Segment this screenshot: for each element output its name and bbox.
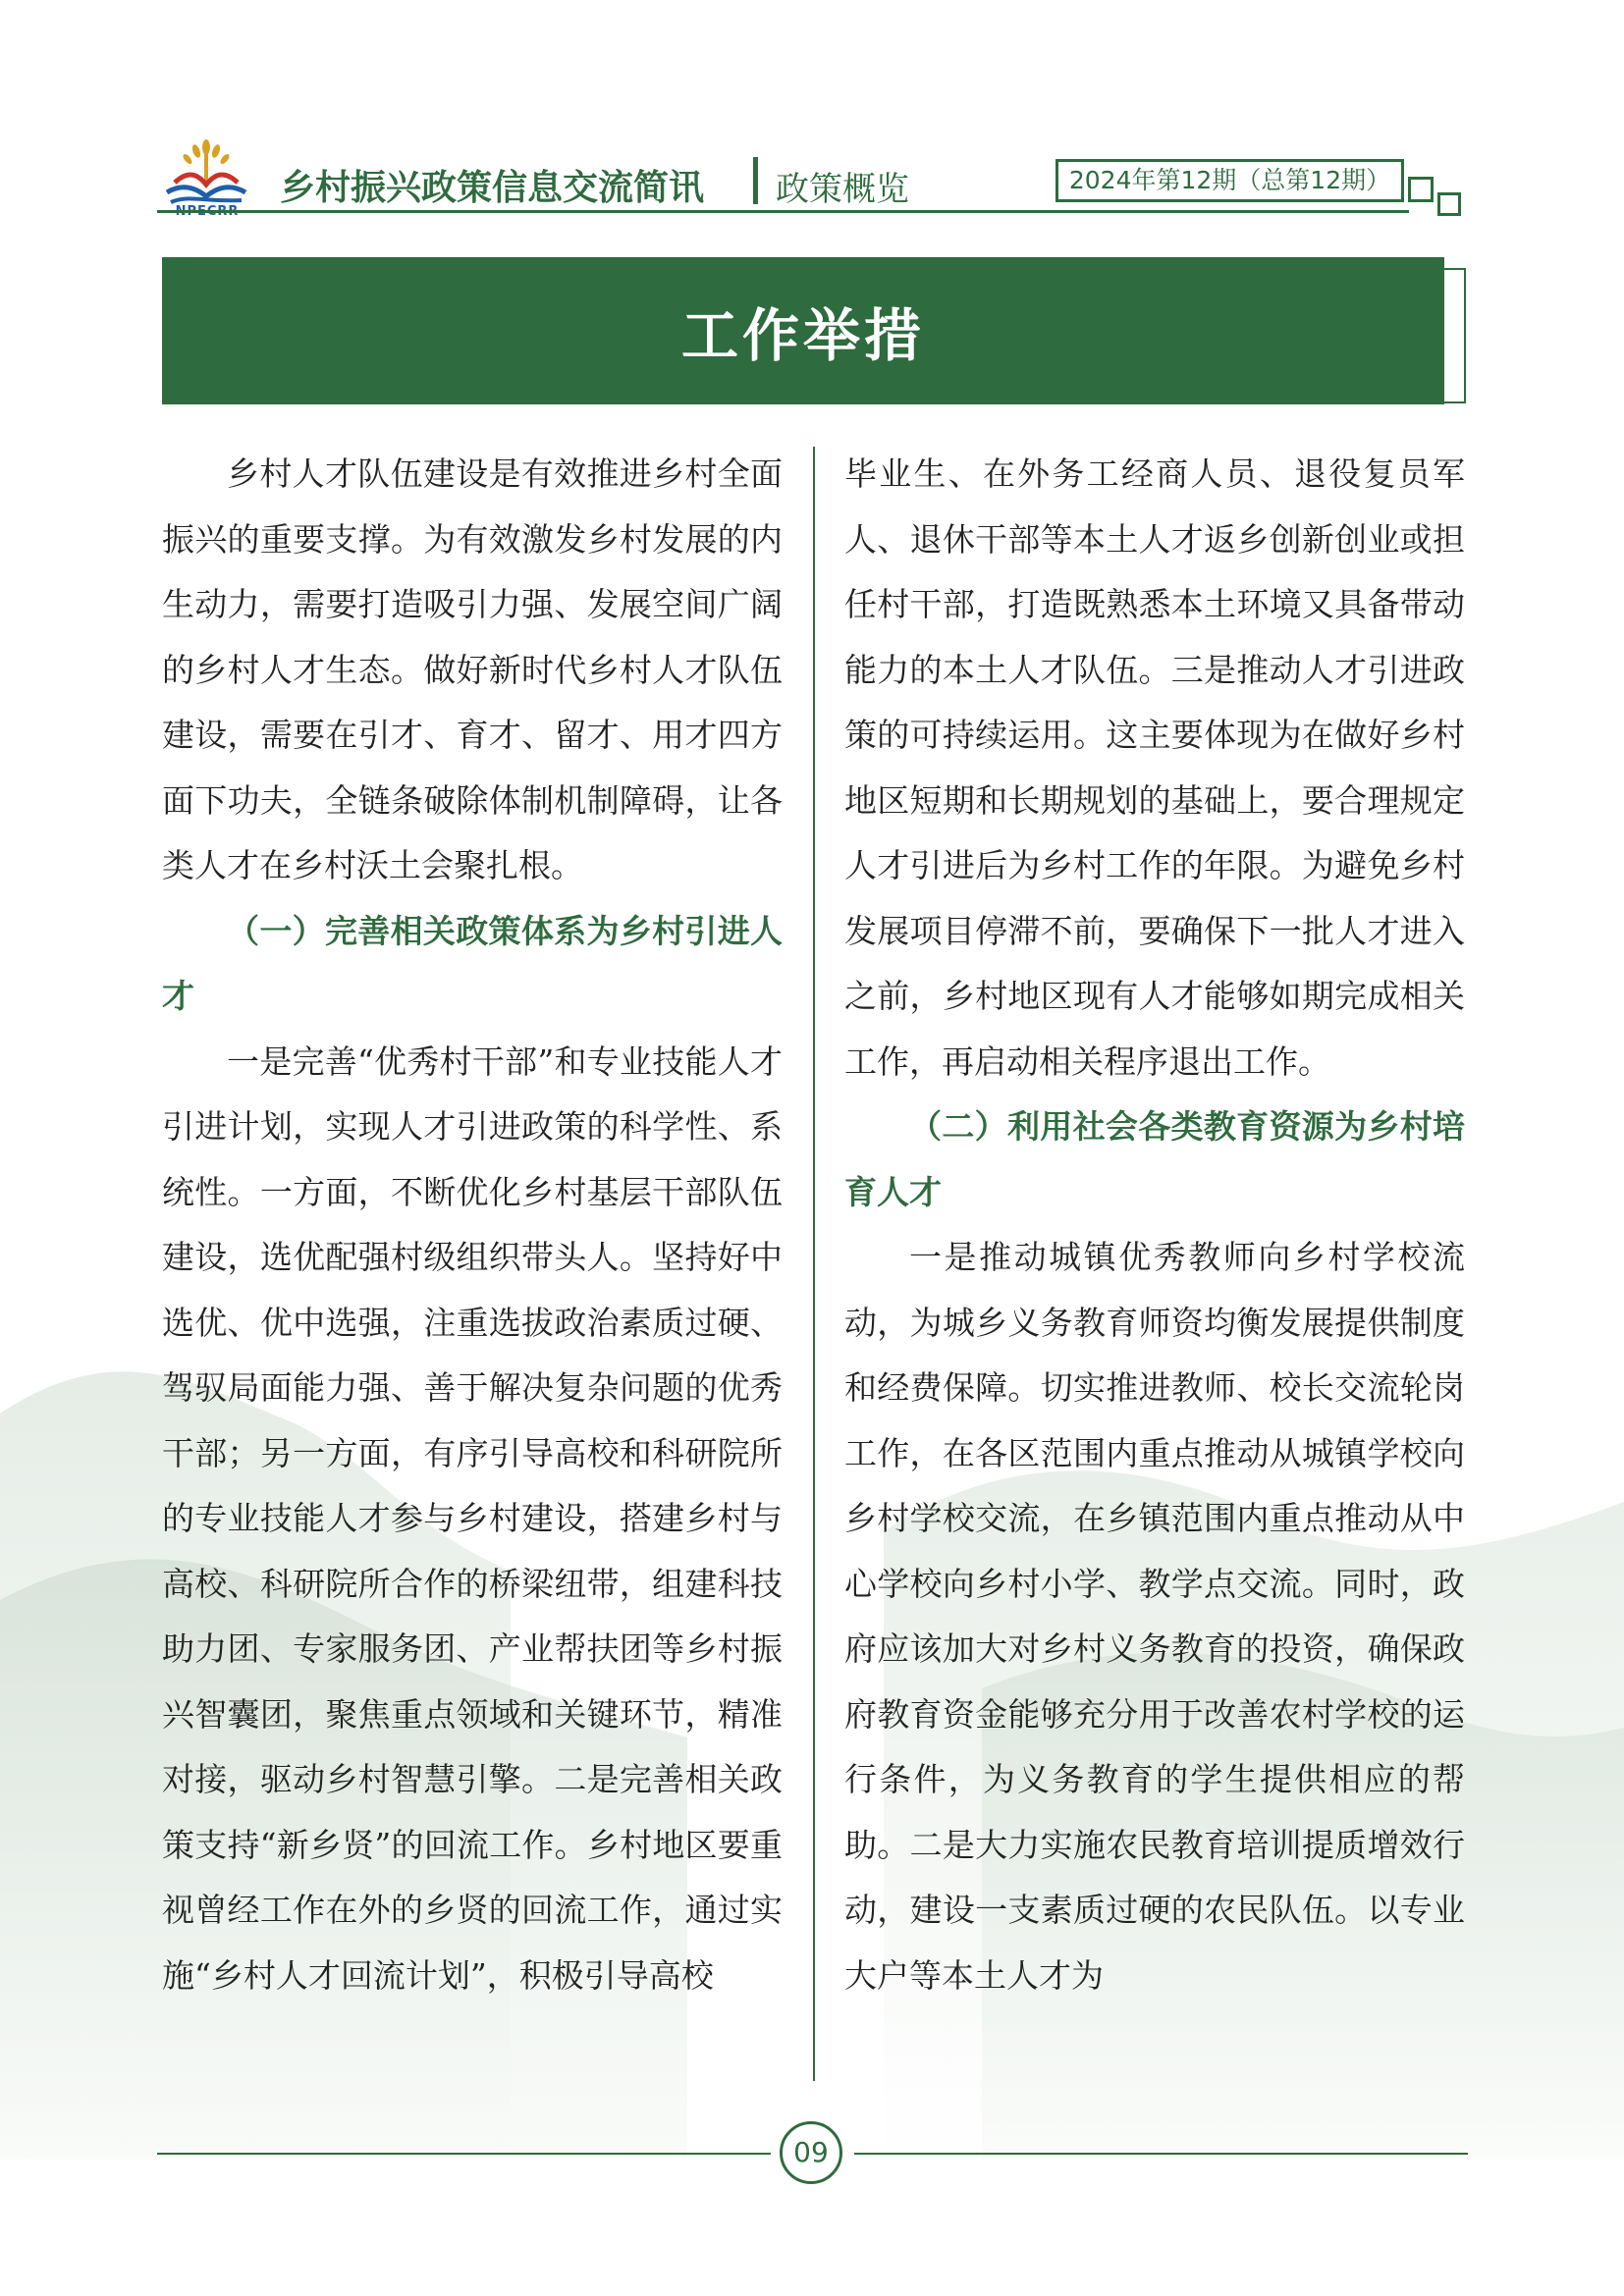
section-banner [162,257,1444,404]
decorative-square [1437,192,1461,216]
page-header [0,0,1624,236]
page-number: 09 [780,2121,842,2184]
column-divider [813,447,815,2081]
paragraph: 毕业生、在外务工经商人员、退役复员军人、退休干部等本土人才返乡创新创业或担任村干部，打造既熟悉本土环境又具备带动能力的本土人才队伍。三是推动人才引进政策的可持续运用。这主要体现为在做好乡村地区短期和长期规划的基础上，要合理规定人才引进后为乡村工作的年限。为避免乡村发展项目停滞不前，要确保下一批人才进入之前，乡村地区现有人才能够如期完成相关工作，再启动相关程序退出工作。 [844,454,1465,1081]
title-separator [753,157,758,204]
footer-divider-left [157,2153,771,2155]
footer-divider-right [854,2153,1468,2155]
paragraph: 一是完善“优秀村干部”和专业技能人才引进计划，实现人才引进政策的科学性、系统性。一方面，不断优化乡村基层干部队伍建设，选优配强村级组织带头人。坚持好中选优、优中选强，注重选拔政治素质过硬、驾驭局面能力强、善于解决复杂问题的优秀干部；另一方面，有序引导高校和科研院所的专业技能人才参与乡村建设，搭建乡村与高校、科研院所合作的桥梁纽带，组建科技助力团、专家服务团、产业帮扶团等乡村振兴智囊团，聚焦重点领域和关键环节，精准对接，驱动乡村智慧引擎。二是完善相关政策支持“新乡贤”的回流工作。乡村地区要重视曾经工作在外的乡贤的回流工作，通过实施“乡村人才回流计划”，积极引导高校 [162,1041,783,1995]
header-divider [157,210,1409,213]
right-column [844,442,1465,2008]
issue-label: 2024年第12期（总第12期） [1056,159,1404,202]
subheading: （一）完善相关政策体系为乡村引进人才 [162,911,783,1015]
paragraph: 一是推动城镇优秀教师向乡村学校流动，为城乡义务教育师资均衡发展提供制度和经费保障。切实推进教师、校长交流轮岗工作，在各区范围内重点推动从城镇学校向乡村学校交流，在乡镇范围内重点推动从中心学校向乡村小学、教学点交流。同时，政府应该加大对乡村义务教育的投资，确保政府教育资金能够充分用于改善农村学校的运行条件，为义务教育的学生提供相应的帮助。二是大力实施农民教育培训提质增效行动，建设一支素质过硬的农民队伍。以专业大户等本土人才为 [844,1238,1465,1995]
left-column [162,442,783,2008]
banner-title: 工作举措 [680,302,925,369]
subheading: （二）利用社会各类教育资源为乡村培育人才 [844,1107,1465,1211]
section-name: 政策概览 [776,170,909,209]
paragraph: 乡村人才队伍建设是有效推进乡村全面振兴的重要支撑。为有效激发乡村发展的内生动力，需要打造吸引力强、发展空间广阔的乡村人才生态。做好新时代乡村人才队伍建设，需要在引才、育才、留才、用才四方面下功夫，全链条破除体制机制障碍，让各类人才在乡村沃土会聚扎根。 [162,454,783,884]
publication-title: 乡村振兴政策信息交流简讯 [280,168,705,208]
decorative-square [1408,177,1434,202]
